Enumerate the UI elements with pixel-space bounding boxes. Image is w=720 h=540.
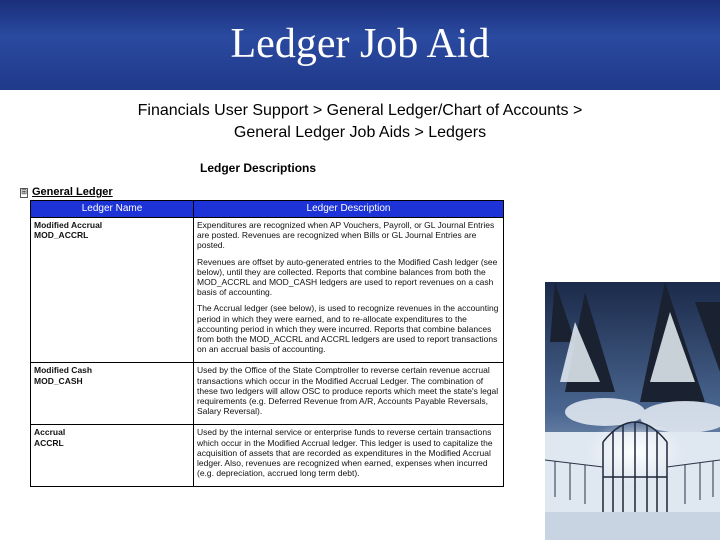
ledger-name-cell: [31, 363, 194, 425]
ledger-description-cell: [194, 363, 504, 425]
description-paragraph: The Accrual ledger (see below), is used to recognize revenues in the accounting period in which they were earned, and to re-allocate expenditures to the accounting period in which they were incurred. Reports that combine balances from both the MOD_ACCRL and ACCRL ledgers are used to report transactions on an accrual basis of accounting.: [197, 303, 499, 355]
document-title: Ledger Descriptions: [200, 161, 317, 175]
ledger-name: Accrual: [34, 427, 66, 438]
section-heading: General Ledger: [32, 186, 113, 198]
description-paragraph: Expenditures are recognized when AP Vouchers, Payroll, or GL Journal Entries are posted. Revenues are recognized when Bills or GL Journal Entries are posted.: [197, 220, 495, 251]
ledger-code: MOD_CASH: [34, 375, 83, 386]
breadcrumb-line-1: Financials User Support > General Ledger/Chart of Accounts >: [137, 102, 583, 119]
description-paragraph: Used by the Office of the State Comptroller to reverse certain revenue accrual transactions which occur in the Modified Accrual Ledger. The combination of these two ledgers will allow OSC to produce reports which meet the state's legal requirements (e.g. Deferred Revenue from A/R, Accounts Payable Reversals, Salary Reversal).: [197, 365, 499, 417]
ledger-description-cell: [194, 425, 504, 487]
snowy-garden-photo: [545, 282, 720, 540]
description-paragraph: Revenues are offset by auto-generated entries to the Modified Cash ledger (see below), until they are collected. Reports that combine balances from both the MOD_ACCRL and MOD_CASH ledgers are used to report revenues on a cash basis of accounting.: [197, 256, 498, 298]
table-header-row: [31, 201, 504, 218]
ledger-table: [30, 200, 504, 487]
slide-title: Ledger Job Aid: [230, 21, 490, 67]
ledger-name-cell: [31, 425, 194, 487]
breadcrumb: [70, 100, 650, 144]
description-paragraph: Used by the internal service or enterprise funds to reverse certain transactions which occur in the Modified Accrual ledger. This ledger is used to capitalize the acquisition of assets that are recorded as expenditures in the Modified Accrual ledger. Also, revenues are recognized when earned, expenses when incurred (e.g. depreciation, accrued long term debt).: [197, 427, 493, 479]
expand-icon[interactable]: ⊞: [21, 189, 27, 196]
table-row: [31, 363, 504, 425]
breadcrumb-line-2: General Ledger Job Aids > Ledgers: [233, 124, 487, 141]
ledger-code: ACCRL: [34, 437, 64, 448]
table-row: [31, 425, 504, 487]
column-header-ledger-description: Ledger Description: [194, 201, 504, 218]
ledger-name: Modified Accrual: [34, 220, 103, 230]
ledger-code: MOD_ACCRL: [34, 230, 89, 241]
title-bar: [0, 0, 720, 90]
column-header-ledger-name: Ledger Name: [31, 201, 194, 218]
table-row: [31, 218, 504, 363]
ledger-name-cell: [31, 218, 194, 363]
document-screenshot: [20, 158, 510, 523]
ledger-description-cell: [194, 218, 504, 363]
ledger-name: Modified Cash: [34, 365, 93, 376]
